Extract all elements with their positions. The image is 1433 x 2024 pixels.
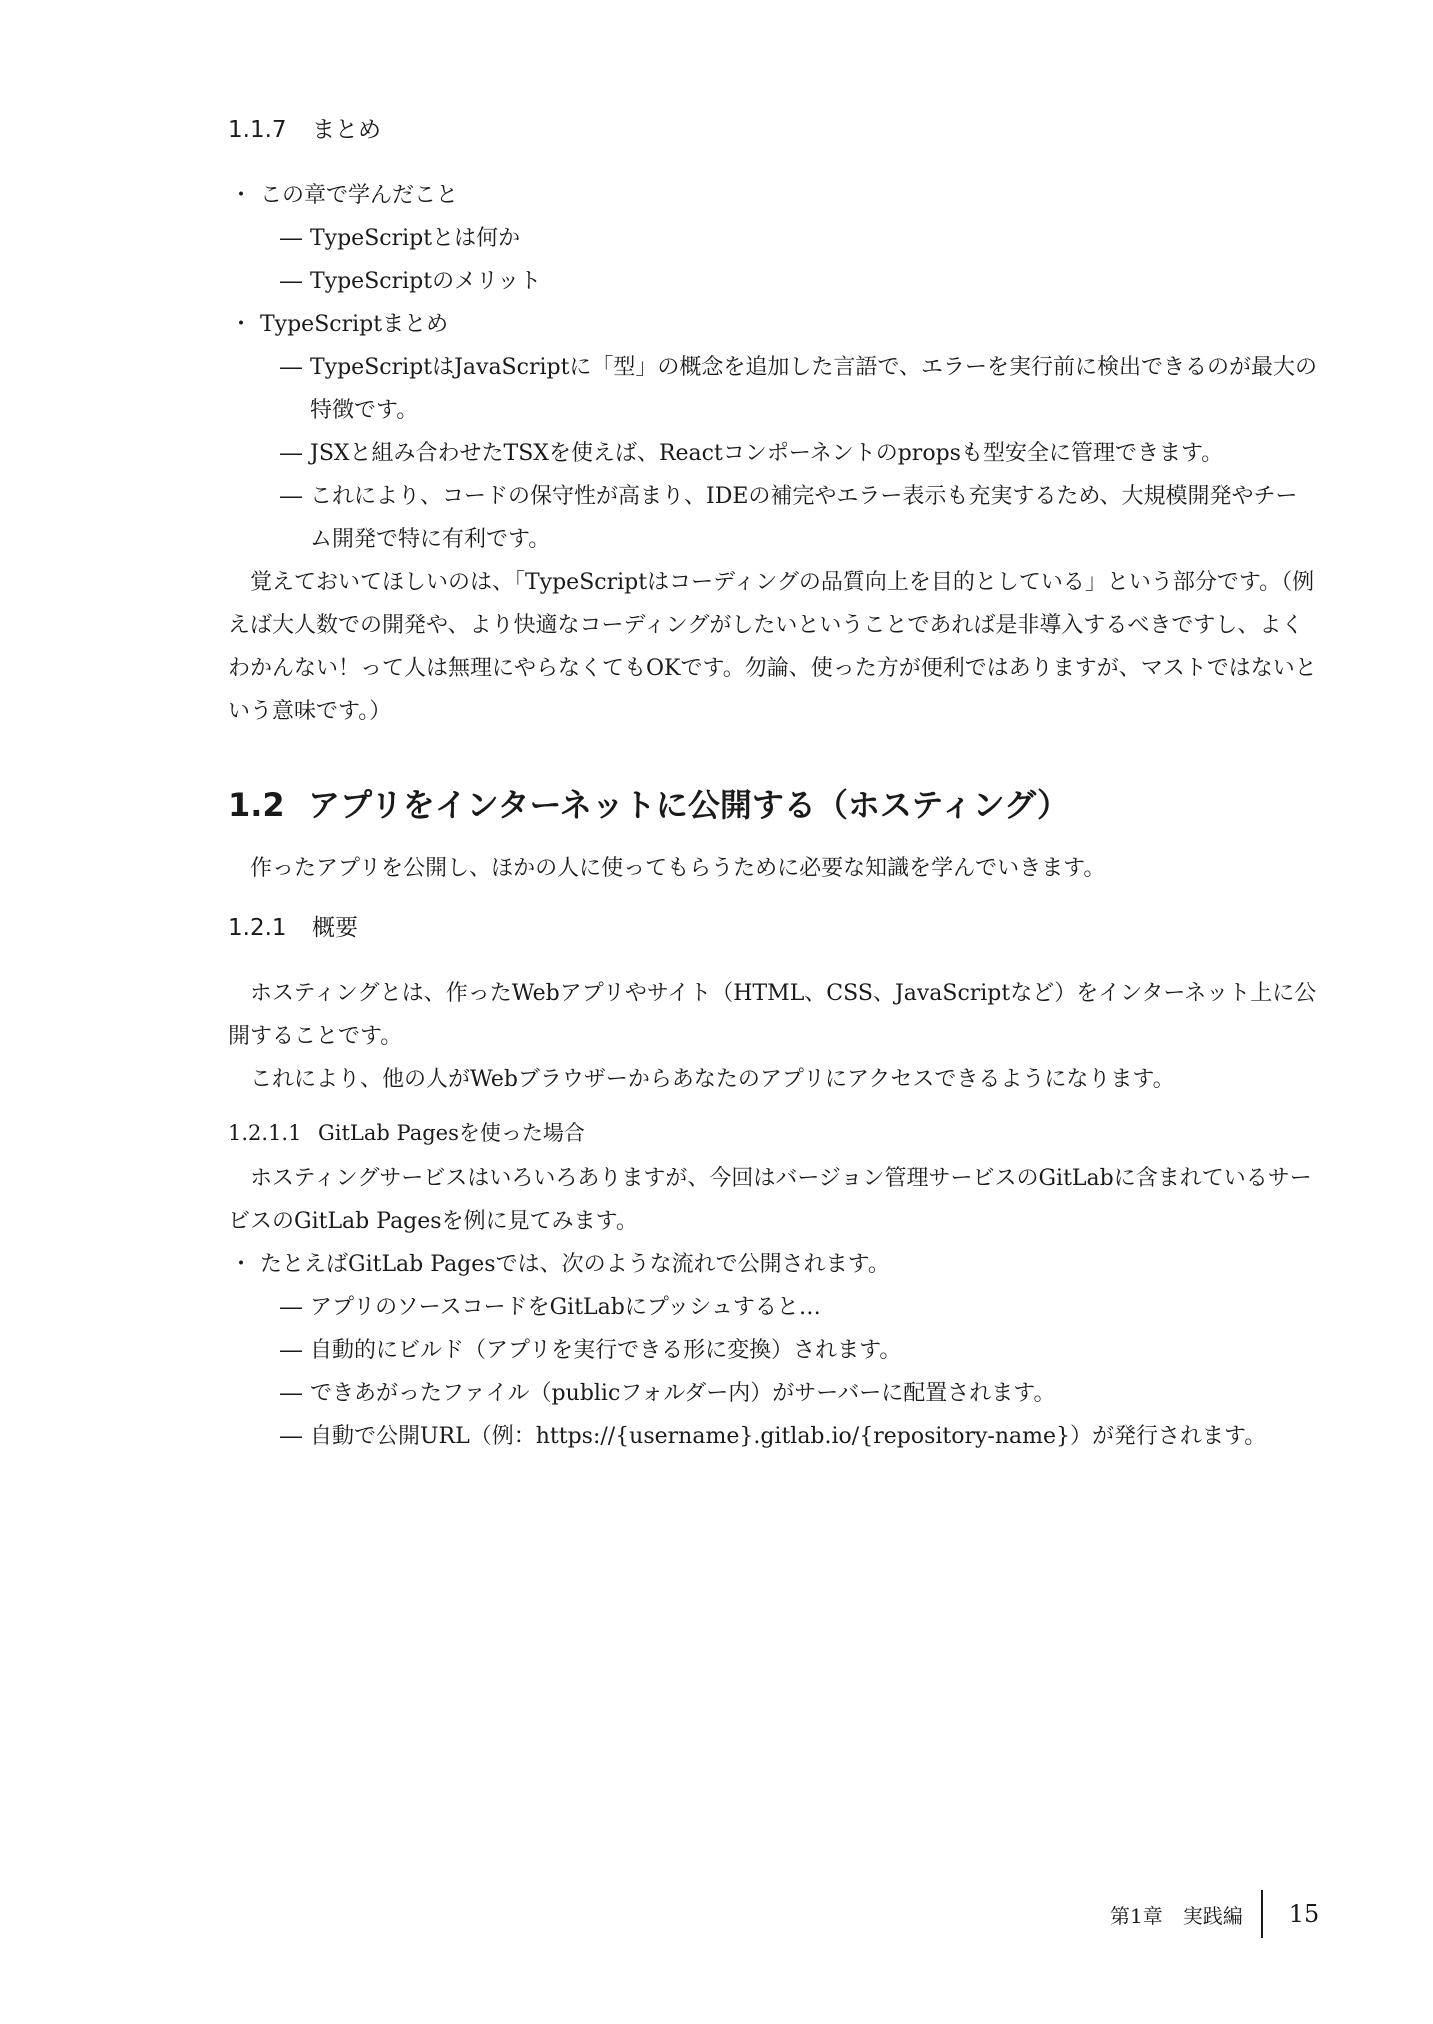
section-number: 1.1.7 (228, 117, 287, 143)
overview-paragraph: これにより、他の人がWebブラウザーからあなたのアプリにアクセスできるようになります。 (250, 1067, 1175, 1092)
sub-list-item: ― これにより、コードの保守性が高まり、IDEの補完やエラー表示も充実するため、大規模開発やチーム開発で特に有利です。 (280, 484, 1298, 552)
section-title: 概要 (312, 915, 358, 941)
section-title: アプリをインターネットに公開する（ホスティング） (308, 786, 1069, 824)
sub-list-item: ― TypeScriptとは何か (280, 226, 521, 251)
gitlab-flow-list (228, 1243, 1318, 1458)
section-number: 1.2.1.1 (228, 1121, 302, 1145)
list-item: ・ この章で学んだこと (228, 174, 1318, 217)
page-footer (1110, 1890, 1319, 1938)
chapter-label: 第1章 実践編 (1110, 1903, 1243, 1928)
list-item: ・ TypeScriptまとめ (228, 303, 1318, 346)
summary-paragraph: 覚えておいてほしいのは、「TypeScriptはコーディングの品質向上を目的としている」という部分です。（例えば大人数での開発や、より快適なコーディングがしたいということであれば是非導入するべきですし、よくわかんない！って人は無理にやらなくてもOKです。勿論、使った方が便利ではありますが、マストではないという意味です。） (228, 570, 1317, 724)
section-heading-1-2-1-1 (228, 1115, 1318, 1151)
footer-divider (1261, 1890, 1263, 1938)
sub-list-item: ― TypeScriptはJavaScriptに「型」の概念を追加した言語で、エラーを実行前に検出できるのが最大の特徴です。 (280, 355, 1317, 423)
sub-list-item: ― できあがったファイル（publicフォルダー内）がサーバーに配置されます。 (280, 1381, 1056, 1406)
sub-list-item: ― JSXと組み合わせたTSXを使えば、Reactコンポーネントのpropsも型安全に管理できます。 (280, 441, 1224, 466)
section-heading-1-2-1 (228, 910, 1318, 946)
section-title: GitLab Pagesを使った場合 (318, 1121, 585, 1145)
page-content (228, 112, 1318, 1458)
overview-paragraph: ホスティングとは、作ったWebアプリやサイト（HTML、CSS、JavaScriptなど）をインターネット上に公開することです。 (228, 981, 1317, 1049)
section-heading-1-2 (228, 783, 1318, 827)
section-number: 1.2 (228, 786, 285, 824)
gitlab-paragraph: ホスティングサービスはいろいろありますが、今回はバージョン管理サービスのGitLabに含まれているサービスのGitLab Pagesを例に見てみます。 (228, 1166, 1312, 1234)
section-number: 1.2.1 (228, 915, 287, 941)
section-heading-1-1-7 (228, 112, 1318, 148)
sub-list-item: ― 自動的にビルド（アプリを実行できる形に変換）されます。 (280, 1338, 902, 1363)
sub-list-item: ― 自動で公開URL（例：https://{username}.gitlab.io/{repository-name}）が発行されます。 (280, 1424, 1267, 1449)
page-number: 15 (1288, 1900, 1320, 1928)
section-lead: 作ったアプリを公開し、ほかの人に使ってもらうために必要な知識を学んでいきます。 (250, 856, 1106, 881)
sub-list-item: ― TypeScriptのメリット (280, 269, 542, 294)
list-item: ・ たとえばGitLab Pagesでは、次のような流れで公開されます。 (228, 1243, 1318, 1286)
sub-list-item: ― アプリのソースコードをGitLabにプッシュすると… (280, 1295, 821, 1320)
summary-list (228, 174, 1318, 561)
section-title: まとめ (312, 117, 381, 143)
